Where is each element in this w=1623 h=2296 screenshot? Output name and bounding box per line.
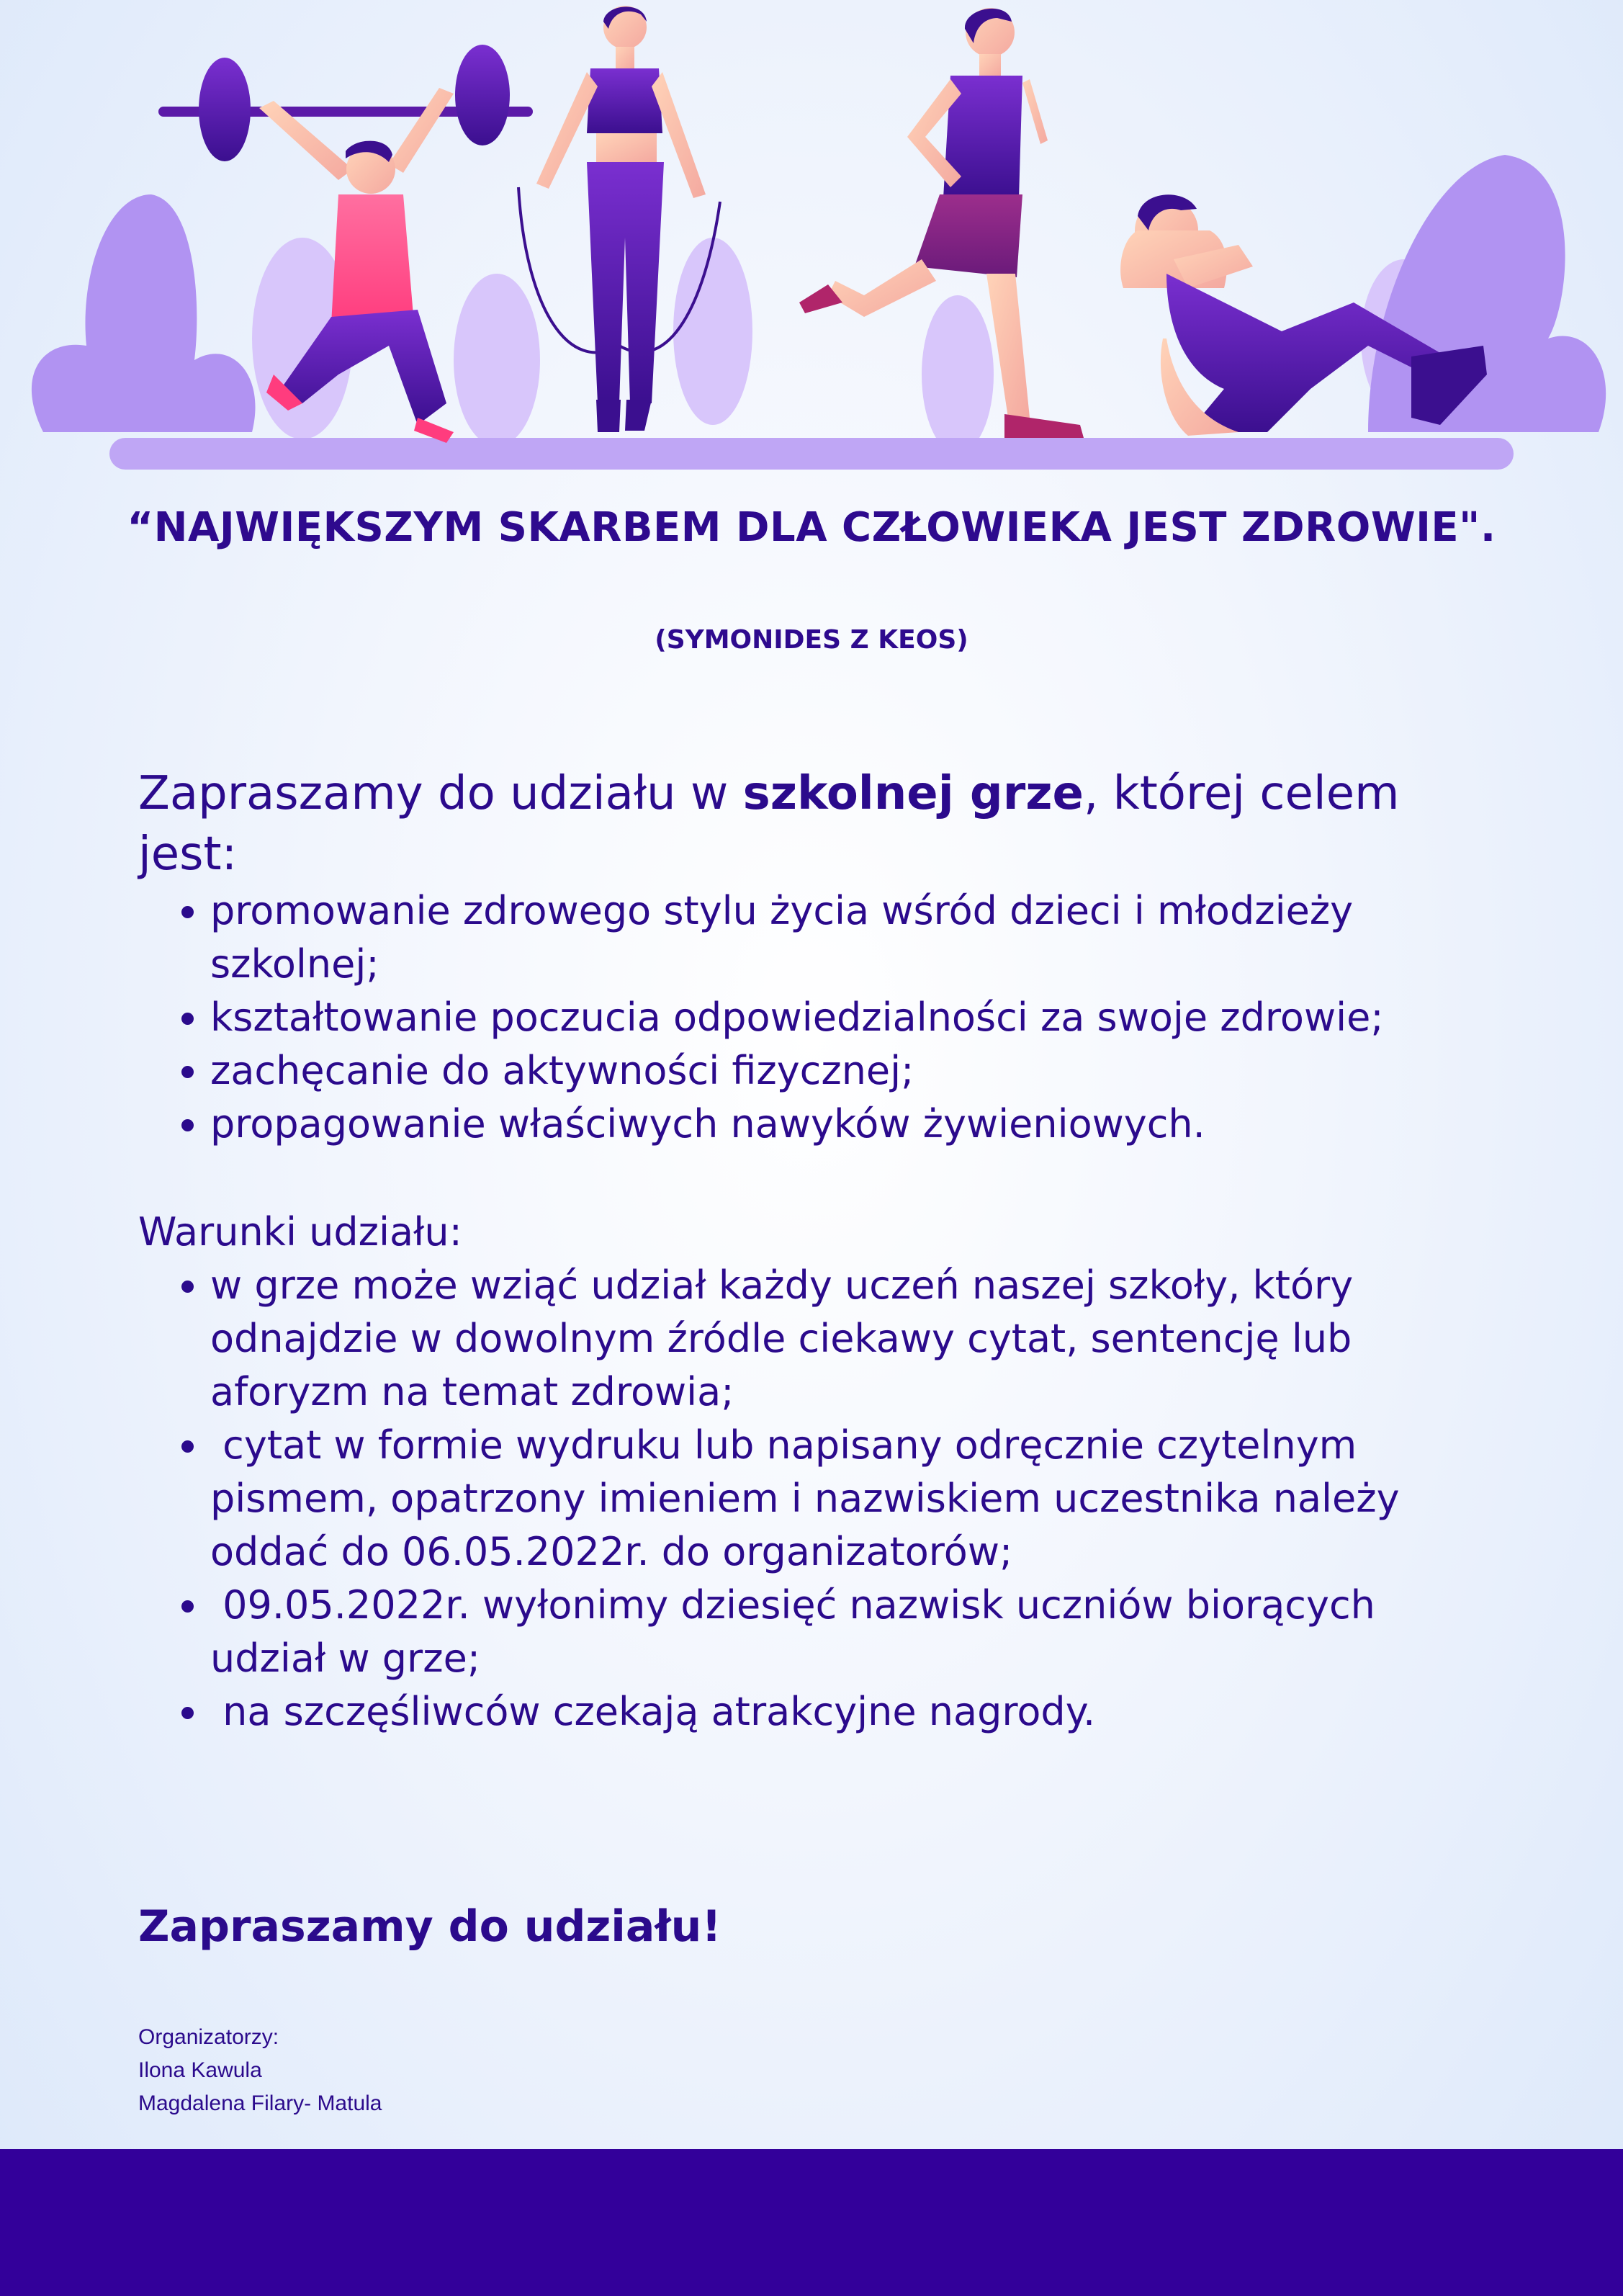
organizer-name: Magdalena Filary- Matula xyxy=(138,2091,382,2115)
intro-text-after: , której celem jest: xyxy=(138,767,1400,881)
conditions-list xyxy=(138,1259,1478,1739)
conditions-title: Warunki udziału: xyxy=(138,1209,462,1255)
organizers-block xyxy=(138,2021,382,2120)
intro-text-before: Zapraszamy do udziału w xyxy=(138,767,743,820)
quote-author: (SYMONIDES Z KEOS) xyxy=(655,625,968,655)
list-item: • 09.05.2022r. wyłonimy dziesięć nazwisk uczniów biorących udział w grze; xyxy=(210,1579,1478,1685)
headline-quote: “NAJWIĘKSZYM SKARBEM DLA CZŁOWIEKA JEST ZDROWIE". xyxy=(127,504,1496,551)
list-item: • propagowanie właściwych nawyków żywieniowych. xyxy=(210,1098,1478,1151)
fitness-illustration xyxy=(0,0,1623,475)
ground-strip xyxy=(109,438,1514,470)
goals-list xyxy=(138,884,1478,1151)
intro-paragraph xyxy=(138,763,1478,884)
organizers-label: Organizatorzy: xyxy=(138,2025,279,2049)
list-item: • cytat w formie wydruku lub napisany odręcznie czytelnym pismem, opatrzony imieniem i nazwiskiem uczestnika należy oddać do 06.05.2022r. do organizatorów; xyxy=(210,1419,1478,1579)
closing-invitation: Zapraszamy do udziału! xyxy=(138,1901,721,1952)
main-content xyxy=(138,763,1478,1739)
intro-bold-text: szkolnej grze xyxy=(742,767,1084,820)
list-item: • zachęcanie do aktywności fizycznej; xyxy=(210,1044,1478,1098)
list-item: • kształtowanie poczucia odpowiedzialności za swoje zdrowie; xyxy=(210,991,1478,1044)
organizer-name: Ilona Kawula xyxy=(138,2058,262,2082)
footer-bar xyxy=(0,2149,1623,2296)
list-item: • na szczęśliwców czekają atrakcyjne nagrody. xyxy=(210,1685,1478,1739)
list-item: • w grze może wziąć udział każdy uczeń naszej szkoły, który odnajdzie w dowolnym źródle ciekawy cytat, sentencję lub aforyzm na temat zdrowia; xyxy=(210,1259,1478,1419)
list-item: • promowanie zdrowego stylu życia wśród dzieci i młodzieży szkolnej; xyxy=(210,884,1478,991)
